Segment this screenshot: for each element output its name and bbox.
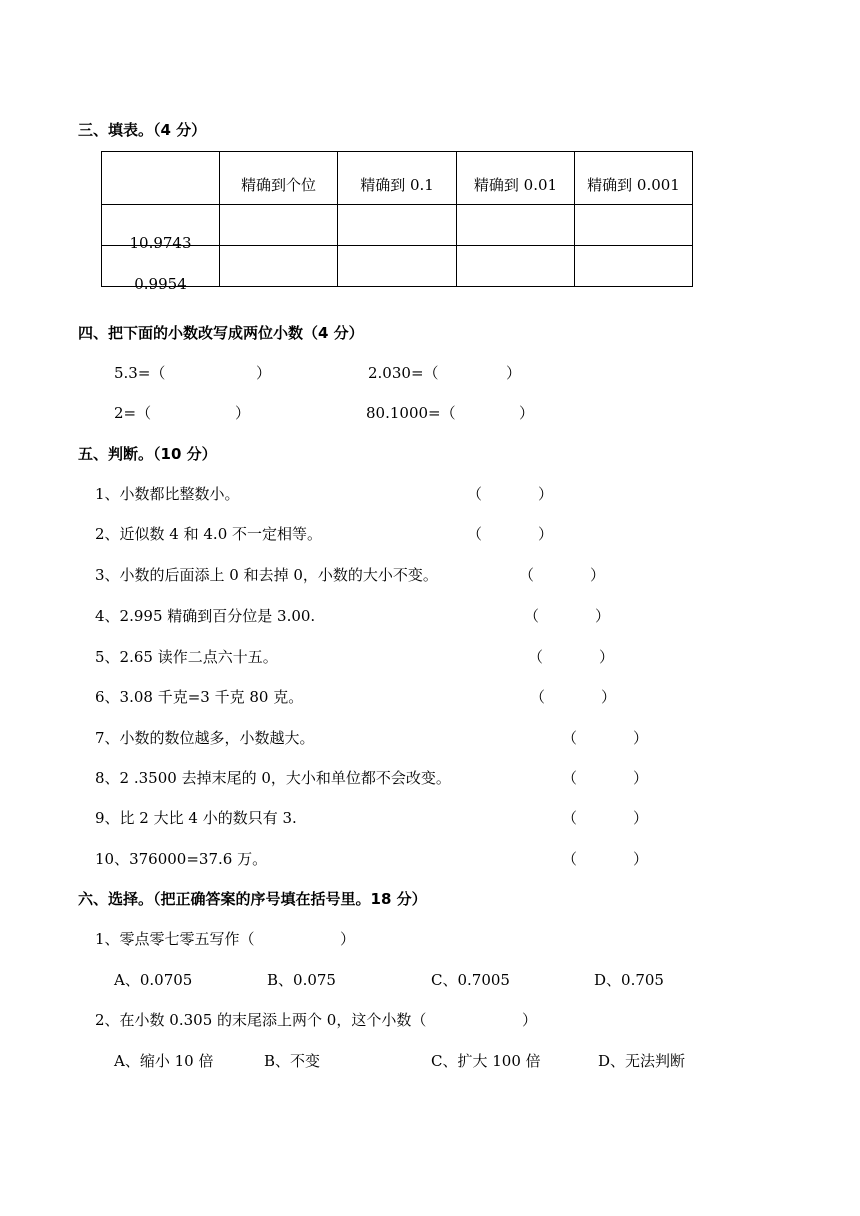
rewrite-item-prompt: 2.030=（ bbox=[368, 364, 439, 382]
rewrite-item-close: ） bbox=[235, 404, 251, 422]
section-5-title: 五、判断。（10 分） bbox=[78, 445, 217, 463]
choice-option: A、缩小 10 倍 bbox=[114, 1052, 214, 1070]
choice-question-text: 2、在小数 0.305 的末尾添上两个 0，这个小数（ bbox=[95, 1011, 427, 1029]
judge-item-text: 1、小数都比整数小。 bbox=[95, 485, 240, 503]
table-header-cell: 精确到 0.1 bbox=[338, 152, 457, 205]
table-row-label bbox=[102, 205, 220, 252]
choice-close-paren: ） bbox=[340, 930, 356, 948]
choice-option: D、无法判断 bbox=[598, 1052, 686, 1070]
judge-open-paren: （ bbox=[519, 566, 535, 584]
table-header-cell bbox=[102, 152, 220, 205]
judge-close-paren: ） bbox=[633, 850, 649, 868]
row-value: 10.9743 bbox=[129, 234, 192, 252]
judge-item-text: 7、小数的数位越多，小数越大。 bbox=[95, 729, 315, 747]
judge-item-text: 6、3.08 千克=3 千克 80 克。 bbox=[95, 688, 304, 706]
table-row bbox=[102, 205, 693, 246]
choice-close-paren: ） bbox=[522, 1011, 538, 1029]
judge-open-paren: （ bbox=[562, 850, 578, 868]
judge-open-paren: （ bbox=[467, 485, 483, 503]
judge-close-paren: ） bbox=[633, 769, 649, 787]
row-value: 0.9954 bbox=[134, 275, 187, 293]
judge-close-paren: ） bbox=[538, 525, 554, 543]
judge-close-paren: ） bbox=[538, 485, 554, 503]
answer-cell[interactable] bbox=[575, 205, 693, 246]
judge-item-text: 4、2.995 精确到百分位是 3.00. bbox=[95, 607, 316, 625]
rewrite-item-close: ） bbox=[519, 404, 535, 422]
answer-cell[interactable] bbox=[220, 205, 338, 246]
judge-close-paren: ） bbox=[633, 729, 649, 747]
judge-close-paren: ） bbox=[633, 809, 649, 827]
judge-open-paren: （ bbox=[562, 729, 578, 747]
judge-open-paren: （ bbox=[467, 525, 483, 543]
table-header-cell: 精确到 0.001 bbox=[575, 152, 693, 205]
choice-option: D、0.705 bbox=[594, 971, 664, 989]
answer-cell[interactable] bbox=[575, 246, 693, 287]
judge-open-paren: （ bbox=[530, 688, 546, 706]
rewrite-item-prompt: 5.3=（ bbox=[114, 364, 166, 382]
judge-item-text: 5、2.65 读作二点六十五。 bbox=[95, 648, 278, 666]
judge-close-paren: ） bbox=[595, 607, 611, 625]
judge-item-text: 9、比 2 大比 4 小的数只有 3. bbox=[95, 809, 297, 827]
choice-option: C、扩大 100 倍 bbox=[431, 1052, 541, 1070]
choice-question-text: 1、零点零七零五写作（ bbox=[95, 930, 255, 948]
answer-cell[interactable] bbox=[457, 205, 575, 246]
judge-open-paren: （ bbox=[528, 648, 544, 666]
judge-item-text: 8、2 .3500 去掉末尾的 0，大小和单位都不会改变。 bbox=[95, 769, 451, 787]
rewrite-item-close: ） bbox=[256, 364, 272, 382]
choice-option: A、0.0705 bbox=[114, 971, 193, 989]
table-header-row bbox=[102, 152, 693, 205]
choice-option: C、0.7005 bbox=[431, 971, 510, 989]
judge-item-text: 3、小数的后面添上 0 和去掉 0，小数的大小不变。 bbox=[95, 566, 438, 584]
section-3-title: 三、填表。（4 分） bbox=[78, 121, 207, 139]
judge-close-paren: ） bbox=[599, 648, 615, 666]
answer-cell[interactable] bbox=[338, 205, 457, 246]
choice-option: B、不变 bbox=[264, 1052, 321, 1070]
answer-cell[interactable] bbox=[457, 246, 575, 287]
judge-close-paren: ） bbox=[590, 566, 606, 584]
judge-open-paren: （ bbox=[524, 607, 540, 625]
table-header-cell: 精确到 0.01 bbox=[457, 152, 575, 205]
judge-close-paren: ） bbox=[601, 688, 617, 706]
section-6-title: 六、选择。（把正确答案的序号填在括号里。18 分） bbox=[78, 890, 427, 908]
judge-open-paren: （ bbox=[562, 769, 578, 787]
judge-open-paren: （ bbox=[562, 809, 578, 827]
fill-table bbox=[101, 151, 693, 293]
judge-item-text: 10、376000=37.6 万。 bbox=[95, 850, 268, 868]
rewrite-item-prompt: 80.1000=（ bbox=[366, 404, 456, 422]
answer-cell[interactable] bbox=[338, 246, 457, 287]
choice-option: B、0.075 bbox=[267, 971, 336, 989]
rewrite-item-prompt: 2=（ bbox=[114, 404, 152, 422]
rewrite-item-close: ） bbox=[506, 364, 522, 382]
table-header-cell: 精确到个位 bbox=[220, 152, 338, 205]
answer-cell[interactable] bbox=[220, 246, 338, 287]
judge-item-text: 2、近似数 4 和 4.0 不一定相等。 bbox=[95, 525, 323, 543]
section-4-title: 四、把下面的小数改写成两位小数（4 分） bbox=[78, 324, 364, 342]
